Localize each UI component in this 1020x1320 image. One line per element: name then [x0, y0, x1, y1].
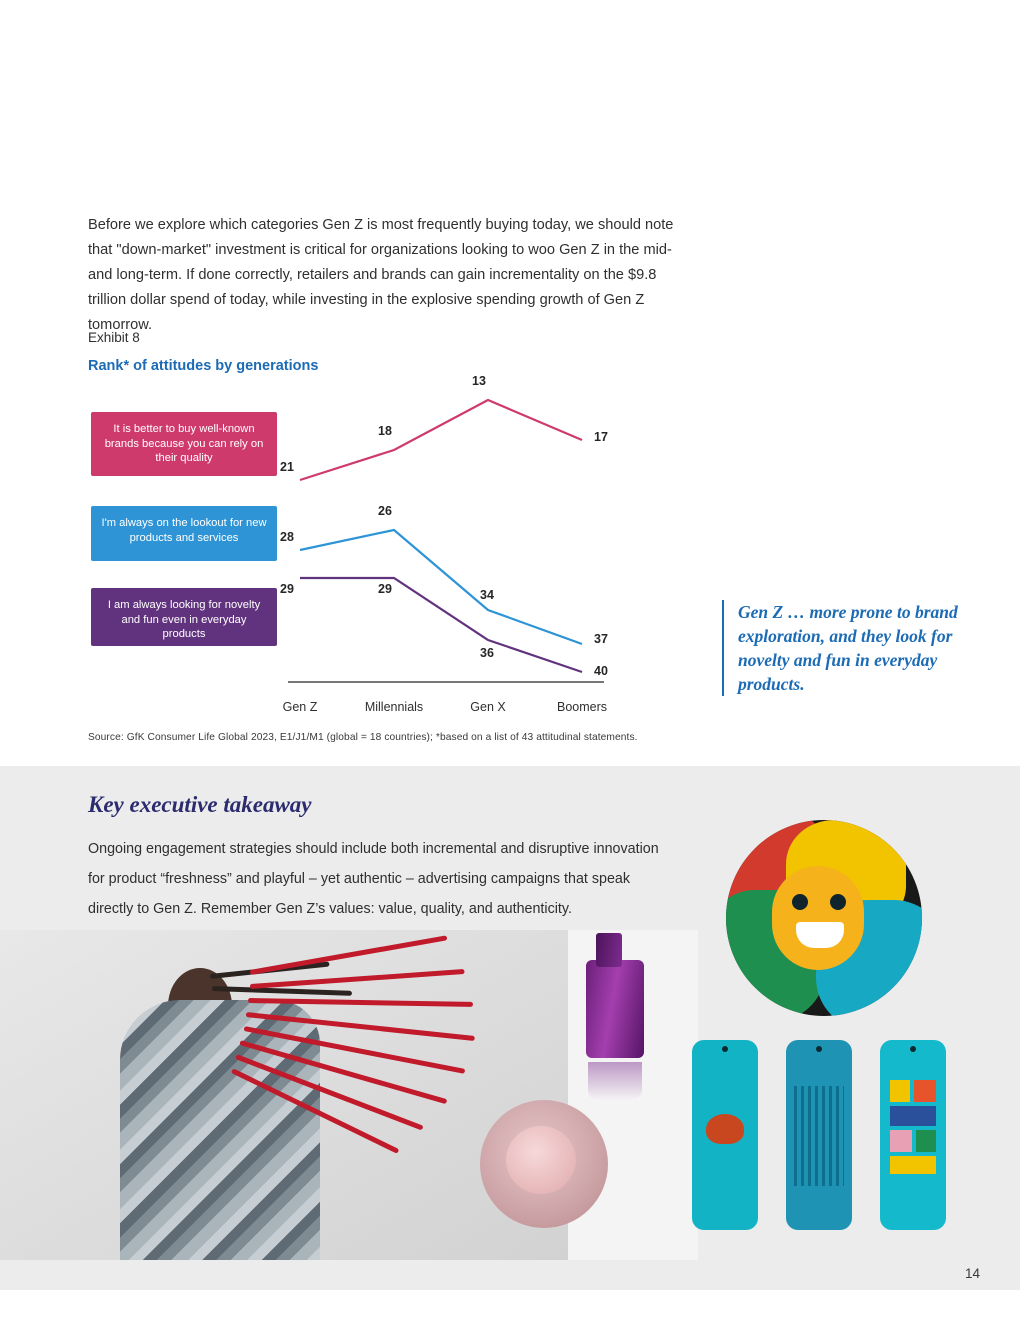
- geometric-shape: [916, 1130, 936, 1152]
- phone-camera-dot: [816, 1046, 822, 1052]
- point-label-novelty-genz: 29: [280, 582, 294, 596]
- point-label-lookout-millennials: 26: [378, 504, 392, 518]
- point-label-novelty-millennials: 29: [378, 582, 392, 596]
- chart-svg: [284, 382, 628, 702]
- butterfly-graphic: [706, 1114, 744, 1144]
- point-label-novelty-genx: 36: [480, 646, 494, 660]
- hair-strand: [212, 986, 352, 996]
- can-eye: [830, 894, 846, 910]
- exhibit-title: Rank* of attitudes by generations: [88, 358, 319, 374]
- point-label-lookout-genz: 28: [280, 530, 294, 544]
- nail-polish-reflection: [588, 1062, 642, 1100]
- can-mouth: [796, 922, 844, 948]
- photo-graffiti-can: [726, 820, 922, 1016]
- phone-camera-dot: [910, 1046, 916, 1052]
- can-face: [772, 866, 864, 970]
- x-label-millennials: Millennials: [364, 700, 424, 714]
- line-pattern-graphic: [794, 1086, 844, 1186]
- phone-case-geometric: [880, 1040, 946, 1230]
- point-label-brands-genx: 13: [472, 374, 486, 388]
- source-note: Source: GfK Consumer Life Global 2023, E1/J1/M1 (global = 18 countries); *based on a list of 43 attitudinal statements.: [88, 732, 638, 743]
- blush-powder: [506, 1126, 576, 1194]
- geometric-shape: [890, 1156, 936, 1174]
- series-line-novelty: [300, 578, 582, 672]
- series-line-lookout: [300, 530, 582, 644]
- phone-case-lines: [786, 1040, 852, 1230]
- exhibit-8-chart: [88, 374, 628, 732]
- phone-camera-dot: [722, 1046, 728, 1052]
- can-eye: [792, 894, 808, 910]
- photo-blush-compact: [480, 1100, 608, 1228]
- legend-item-well-known-brands: It is better to buy well-known brands because you can rely on their quality: [91, 412, 277, 476]
- key-takeaway-title: Key executive takeaway: [88, 792, 312, 817]
- chart-x-axis: [284, 700, 628, 722]
- chart-plot-area: [280, 374, 628, 702]
- intro-paragraph: Before we explore which categories Gen Z is most frequently buying today, we should note that "down-market" investment is critical for organizations looking to woo Gen Z in the mid- and long-term. If done correctly, retailers and brands can gain incrementality on the $9.8 trillion dollar spend of today, while investing in the explosive spending growth of Gen Z tomorrow.: [88, 216, 674, 333]
- x-label-boomers: Boomers: [556, 700, 608, 714]
- legend-item-novelty-fun: I am always looking for novelty and fun even in everyday products: [91, 588, 277, 646]
- geometric-shape: [890, 1106, 936, 1126]
- x-label-gen-z: Gen Z: [282, 700, 318, 714]
- hair-strand: [250, 935, 448, 975]
- point-label-lookout-boomers: 37: [594, 632, 608, 646]
- key-takeaway-text: Ongoing engagement strategies should include both incremental and disruptive innovation for product “freshness” and playful – yet authentic – advertising campaigns that speak directly to Gen Z. Remember Gen Z’s values: value, quality, and authenticity.: [88, 841, 659, 917]
- hair-strand: [250, 969, 465, 989]
- point-label-brands-millennials: 18: [378, 424, 392, 438]
- series-line-well-known-brands: [300, 400, 582, 480]
- point-label-brands-boomers: 17: [594, 430, 608, 444]
- point-label-brands-genz: 21: [280, 460, 294, 474]
- pull-quote: Gen Z … more prone to brand exploration, and they look for novelty and fun in everyday products.: [722, 600, 988, 696]
- geometric-shape: [890, 1130, 912, 1152]
- geometric-shape: [890, 1080, 910, 1102]
- legend-item-lookout-new-products: I'm always on the lookout for new products and services: [91, 506, 277, 561]
- exhibit-label: Exhibit 8: [88, 330, 140, 345]
- page-number: 14: [964, 1266, 980, 1281]
- photo-phone-cases: [686, 1040, 966, 1240]
- nail-polish-cap: [596, 933, 622, 967]
- nail-polish-bottle: [586, 960, 644, 1058]
- point-label-lookout-genx: 34: [480, 588, 494, 602]
- point-label-novelty-boomers: 40: [594, 664, 608, 678]
- geometric-shape: [914, 1080, 936, 1102]
- x-label-gen-x: Gen X: [470, 700, 506, 714]
- phone-case-butterfly: [692, 1040, 758, 1230]
